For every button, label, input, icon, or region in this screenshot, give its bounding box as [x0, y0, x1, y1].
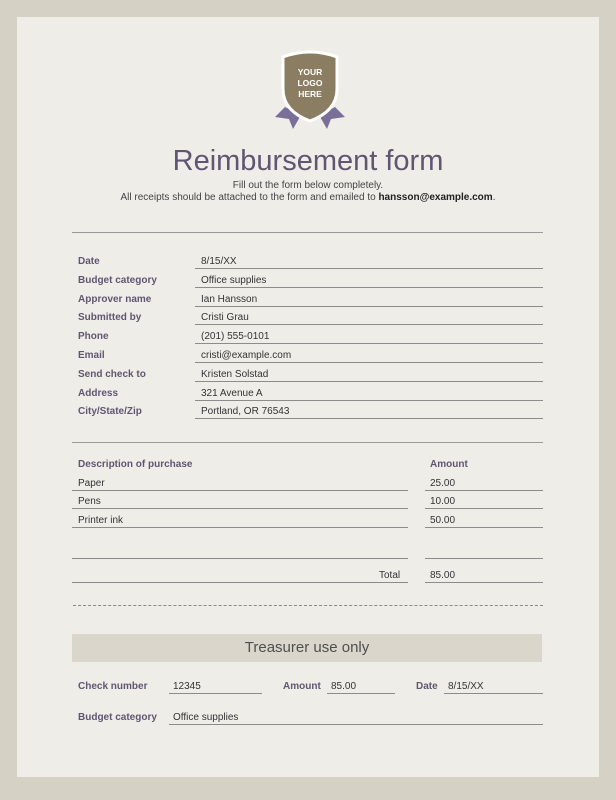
instructions-line1: Fill out the form below completely.: [232, 180, 384, 191]
field-line: [195, 381, 543, 382]
field-label: Address: [78, 387, 119, 399]
field-line: [195, 400, 543, 401]
field-line: [195, 268, 543, 269]
field-label: Email: [78, 350, 105, 361]
treasurer-amount-label: Amount: [283, 681, 321, 692]
description-header: Description of purchase: [78, 459, 193, 470]
treasurer-amount-line: [327, 693, 395, 694]
treasurer-budget-label: Budget category: [78, 712, 157, 723]
purchase-description-line: [72, 508, 408, 509]
field-line: [195, 324, 543, 325]
contact-email: hansson@example.com: [378, 192, 493, 203]
logo-line: LOGO: [297, 78, 323, 88]
field-label: Approver name: [78, 293, 152, 305]
purchase-amount[interactable]: 10.00: [430, 496, 456, 508]
field-label: Budget category: [78, 274, 157, 286]
purchase-description-line: [72, 527, 408, 528]
treasurer-date-value[interactable]: 8/15/XX: [448, 681, 484, 692]
field-value[interactable]: Portland, OR 76543: [201, 406, 290, 418]
form-page: [17, 17, 599, 777]
section-divider: [72, 232, 543, 233]
total-amount-line: [425, 582, 543, 583]
field-line: [195, 418, 543, 419]
treasurer-budget-value[interactable]: Office supplies: [173, 712, 239, 723]
field-label: Date: [78, 256, 100, 267]
treasurer-banner: Treasurer use only: [72, 634, 542, 662]
treasurer-date-label: Date: [416, 681, 438, 692]
logo-text: [275, 67, 345, 100]
cut-line: [73, 605, 543, 606]
instructions-line2: [17, 192, 599, 203]
purchase-description[interactable]: Pens: [78, 496, 101, 508]
treasurer-budget-line: [169, 724, 543, 725]
total-line: [72, 582, 408, 583]
field-value[interactable]: (201) 555-0101: [201, 331, 270, 343]
check-number-line: [169, 693, 262, 694]
purchase-description[interactable]: Paper: [78, 478, 105, 489]
field-value[interactable]: Office supplies: [201, 274, 267, 286]
field-value[interactable]: 8/15/XX: [201, 256, 237, 267]
field-label: City/State/Zip: [78, 406, 142, 418]
field-label: Send check to: [78, 368, 146, 380]
check-number-value[interactable]: 12345: [173, 681, 201, 692]
purchase-amount-line: [425, 490, 543, 491]
treasurer-amount-value[interactable]: 85.00: [331, 681, 357, 692]
field-label: Phone: [78, 331, 109, 343]
purchase-amount-line: [425, 558, 543, 559]
logo-line: HERE: [298, 89, 322, 99]
field-value[interactable]: Kristen Solstad: [201, 368, 269, 380]
instructions-text: .: [492, 192, 496, 203]
field-line: [195, 287, 543, 288]
field-line: [195, 343, 543, 344]
logo: [275, 49, 345, 129]
purchase-description-line: [72, 558, 408, 559]
treasurer-date-line: [444, 693, 543, 694]
purchase-amount[interactable]: 25.00: [430, 478, 456, 489]
check-number-label: Check number: [78, 681, 148, 692]
amount-header: Amount: [430, 459, 468, 470]
field-value[interactable]: Cristi Grau: [201, 312, 249, 324]
purchase-amount-line: [425, 508, 543, 509]
instructions-text: All receipts should be attached to the form and emailed to: [120, 192, 379, 203]
total-label: Total: [379, 570, 401, 581]
purchase-description-line: [72, 490, 408, 491]
field-line: [195, 306, 543, 307]
page-title: Reimbursement form: [172, 145, 444, 177]
total-value[interactable]: 85.00: [430, 570, 456, 581]
purchase-description[interactable]: Printer ink: [78, 514, 124, 526]
purchase-amount[interactable]: 50.00: [430, 514, 456, 526]
field-value[interactable]: 321 Avenue A: [201, 387, 263, 399]
purchase-amount-line: [425, 527, 543, 528]
logo-line: YOUR: [297, 67, 323, 77]
field-value[interactable]: cristi@example.com: [201, 350, 292, 361]
field-label: Submitted by: [78, 312, 142, 324]
section-divider: [72, 442, 543, 443]
field-line: [195, 362, 543, 363]
field-value[interactable]: Ian Hansson: [201, 293, 258, 305]
